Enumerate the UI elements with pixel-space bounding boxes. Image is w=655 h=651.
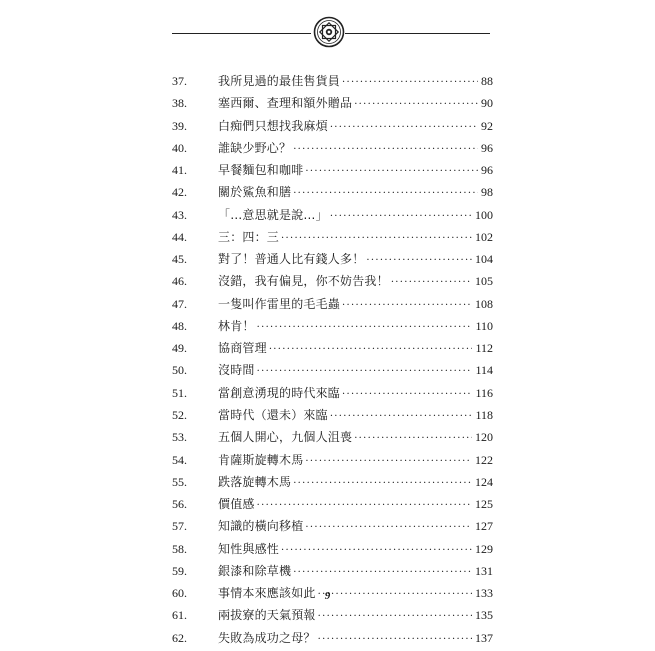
toc-page-number: 114 xyxy=(475,363,493,378)
toc-entry xyxy=(218,226,493,250)
toc-row xyxy=(0,493,655,515)
toc-leader-dots xyxy=(318,629,472,651)
toc-chapter-title: 五個人開心，九個人沮喪 xyxy=(218,430,353,445)
toc-entry xyxy=(218,493,493,517)
toc-chapter-title: 我所見過的最佳售貨員 xyxy=(218,74,341,88)
toc-chapter-number: 42. xyxy=(172,185,187,200)
toc-chapter-number: 51. xyxy=(172,385,187,400)
toc-chapter-number: 52. xyxy=(172,407,187,422)
toc-row xyxy=(0,560,655,582)
toc-chapter-number: 55. xyxy=(172,474,187,489)
toc-page-number: 92 xyxy=(481,118,493,133)
toc-page-number: 116 xyxy=(475,385,493,400)
toc-chapter-title: 「…意思就是說…」 xyxy=(218,207,328,222)
toc-row xyxy=(0,70,655,92)
toc-chapter-title: 關於鯊魚和膳 xyxy=(218,185,292,200)
toc-leader-dots xyxy=(305,161,478,183)
toc-entry xyxy=(218,315,493,339)
toc-chapter-number: 61. xyxy=(172,608,187,623)
toc-leader-dots xyxy=(354,94,478,116)
toc-page-number: 131 xyxy=(475,563,493,578)
toc-page-number: 125 xyxy=(475,497,493,512)
toc-entry xyxy=(218,426,493,450)
toc-page-number: 127 xyxy=(475,519,493,534)
toc-entry xyxy=(218,627,493,651)
toc-leader-dots xyxy=(293,473,472,495)
toc-chapter-number: 38. xyxy=(172,96,187,111)
toc-chapter-title: 沒錯，我有偏見，你不妨告我！ xyxy=(218,274,389,289)
toc-row xyxy=(0,270,655,292)
toc-entry xyxy=(218,70,493,94)
toc-leader-dots xyxy=(342,72,478,94)
toc-page-number: 133 xyxy=(475,586,493,601)
toc-page-number: 108 xyxy=(475,296,493,311)
toc-chapter-number: 41. xyxy=(172,163,187,178)
header-rule-right xyxy=(345,33,490,34)
toc-entry xyxy=(218,137,493,161)
toc-row xyxy=(0,337,655,359)
toc-page-number: 100 xyxy=(475,207,493,222)
toc-chapter-number: 37. xyxy=(172,74,187,88)
toc-chapter-title: 塞西爾、查理和額外贈品 xyxy=(218,96,353,111)
toc-leader-dots xyxy=(269,339,473,361)
toc-chapter-title: 事情本來應該如此 xyxy=(218,586,316,601)
toc-row xyxy=(0,204,655,226)
toc-page-number: 129 xyxy=(475,541,493,556)
toc-leader-dots xyxy=(342,295,472,317)
toc-chapter-number: 54. xyxy=(172,452,187,467)
toc-page-number: 88 xyxy=(481,74,493,88)
toc-row xyxy=(0,449,655,471)
toc-chapter-title: 價值感 xyxy=(218,497,255,512)
toc-leader-dots xyxy=(342,384,472,406)
toc-chapter-title: 知性與感性 xyxy=(218,541,280,556)
toc-page-number: 112 xyxy=(475,341,493,356)
toc-row xyxy=(0,293,655,315)
toc-leader-dots xyxy=(330,406,473,428)
toc-leader-dots xyxy=(366,250,472,272)
toc-row xyxy=(0,404,655,426)
toc-row xyxy=(0,115,655,137)
toc-chapter-title: 當創意湧現的時代來臨 xyxy=(218,385,341,400)
toc-entry xyxy=(218,404,493,428)
toc-chapter-title: 白痴們只想找我麻煩 xyxy=(218,118,328,133)
toc-page-number: 120 xyxy=(475,430,493,445)
toc-leader-dots xyxy=(293,183,478,205)
toc-page-number: 110 xyxy=(475,318,493,333)
toc-row xyxy=(0,515,655,537)
toc-chapter-number: 49. xyxy=(172,341,187,356)
toc-row xyxy=(0,471,655,493)
toc-entry xyxy=(218,337,493,361)
toc-chapter-title: 沒時間 xyxy=(218,363,255,378)
toc-chapter-number: 39. xyxy=(172,118,187,133)
toc-chapter-title: 誰缺少野心？ xyxy=(218,140,292,155)
toc-leader-dots xyxy=(354,428,472,450)
toc-page-number: 102 xyxy=(475,229,493,244)
toc-chapter-title: 對了！普通人比有錢人多！ xyxy=(218,252,365,267)
toc-row xyxy=(0,159,655,181)
toc-leader-dots xyxy=(391,272,472,294)
toc-row xyxy=(0,315,655,337)
toc-chapter-number: 43. xyxy=(172,207,187,222)
toc-entry xyxy=(218,92,493,116)
toc-row xyxy=(0,92,655,114)
page-header xyxy=(0,14,655,50)
toc-chapter-title: 跌落旋轉木馬 xyxy=(218,474,292,489)
toc-leader-dots xyxy=(305,451,472,473)
toc-page-number: 96 xyxy=(481,163,493,178)
toc-entry xyxy=(218,449,493,473)
toc-row xyxy=(0,137,655,159)
toc-chapter-number: 44. xyxy=(172,229,187,244)
toc-chapter-title: 失敗為成功之母？ xyxy=(218,630,316,645)
toc-page-number: 124 xyxy=(475,474,493,489)
toc-row xyxy=(0,627,655,649)
toc-entry xyxy=(218,560,493,584)
toc-leader-dots xyxy=(305,517,472,539)
toc-row xyxy=(0,226,655,248)
toc-entry xyxy=(218,115,493,139)
toc-chapter-number: 53. xyxy=(172,430,187,445)
compass-rose-ornament-icon xyxy=(313,16,345,48)
toc-leader-dots xyxy=(293,562,472,584)
toc-entry xyxy=(218,538,493,562)
toc-entry xyxy=(218,270,493,294)
toc-entry xyxy=(218,471,493,495)
toc-chapter-number: 50. xyxy=(172,363,187,378)
toc-chapter-number: 46. xyxy=(172,274,187,289)
header-rule-left xyxy=(172,33,311,34)
toc-entry xyxy=(218,359,493,383)
toc-chapter-title: 一隻叫作雷里的毛毛蟲 xyxy=(218,296,341,311)
table-of-contents xyxy=(0,70,655,649)
toc-entry xyxy=(218,382,493,406)
toc-chapter-title: 早餐麵包和咖啡 xyxy=(218,163,304,178)
toc-page-number: 105 xyxy=(475,274,493,289)
toc-chapter-number: 45. xyxy=(172,252,187,267)
toc-page-number: 122 xyxy=(475,452,493,467)
toc-chapter-number: 59. xyxy=(172,563,187,578)
toc-chapter-number: 47. xyxy=(172,296,187,311)
toc-page-number: 137 xyxy=(475,630,493,645)
toc-row xyxy=(0,382,655,404)
toc-page-number: 135 xyxy=(475,608,493,623)
toc-page-number: 96 xyxy=(481,140,493,155)
toc-page-number: 90 xyxy=(481,96,493,111)
toc-row xyxy=(0,426,655,448)
toc-chapter-title: 兩拔寮的天氣預報 xyxy=(218,608,316,623)
toc-page-number: 98 xyxy=(481,185,493,200)
toc-entry xyxy=(218,515,493,539)
toc-chapter-number: 56. xyxy=(172,497,187,512)
toc-leader-dots xyxy=(257,495,472,517)
toc-leader-dots xyxy=(318,606,472,628)
toc-row xyxy=(0,359,655,381)
toc-page-number: 104 xyxy=(475,252,493,267)
toc-chapter-number: 48. xyxy=(172,318,187,333)
toc-leader-dots xyxy=(257,317,473,339)
toc-row xyxy=(0,604,655,626)
toc-entry xyxy=(218,159,493,183)
toc-leader-dots xyxy=(330,206,472,228)
toc-row xyxy=(0,248,655,270)
toc-leader-dots xyxy=(293,139,478,161)
toc-chapter-number: 40. xyxy=(172,140,187,155)
toc-chapter-number: 57. xyxy=(172,519,187,534)
toc-row xyxy=(0,181,655,203)
toc-chapter-title: 協商管理 xyxy=(218,341,267,356)
toc-chapter-number: 58. xyxy=(172,541,187,556)
toc-chapter-title: 當時代（還未）來臨 xyxy=(218,407,328,422)
toc-chapter-number: 62. xyxy=(172,630,187,645)
toc-chapter-number: 60. xyxy=(172,586,187,601)
toc-leader-dots xyxy=(330,117,478,139)
toc-chapter-title: 銀漆和除草機 xyxy=(218,563,292,578)
toc-row xyxy=(0,538,655,560)
toc-entry xyxy=(218,181,493,205)
toc-entry xyxy=(218,248,493,272)
toc-leader-dots xyxy=(281,540,472,562)
toc-entry xyxy=(218,204,493,228)
toc-page-number: 118 xyxy=(475,407,493,422)
toc-chapter-title: 三：四：三 xyxy=(218,229,280,244)
toc-chapter-title: 林肯！ xyxy=(218,318,255,333)
toc-entry xyxy=(218,293,493,317)
toc-chapter-title: 知識的橫向移植 xyxy=(218,519,304,534)
toc-chapter-title: 肯薩斯旋轉木馬 xyxy=(218,452,304,467)
toc-leader-dots xyxy=(281,228,472,250)
toc-entry xyxy=(218,604,493,628)
page-number: 9 xyxy=(324,590,331,602)
toc-leader-dots xyxy=(257,361,473,383)
